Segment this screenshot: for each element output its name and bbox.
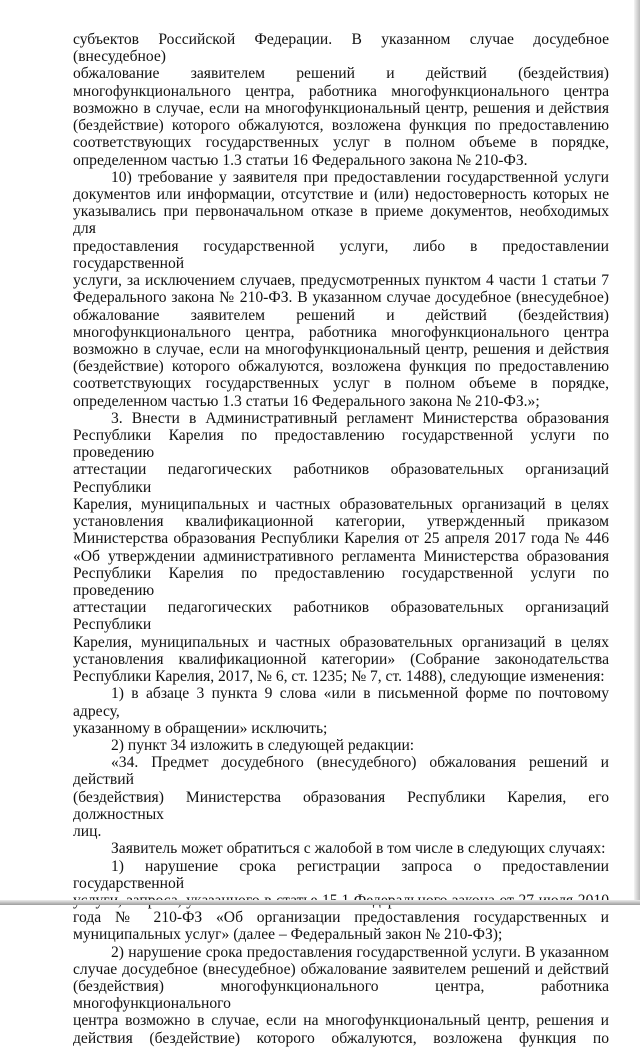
text-line: «34. Предмет досудебного (внесудебного) обжалования решений и действий [73,754,609,789]
text-line: субъектов Российской Федерации. В указанном случае досудебное (внесудебное) [73,31,609,66]
text-line: Федерального закона № 210-ФЗ. В указанном случае досудебное (внесудебное) [73,289,609,307]
scan-bottom-edge [0,900,640,905]
text-line: возможно в случае, если на многофункциональный центр, решения и действия [73,340,609,358]
text-line: предоставления государственной услуги, либо в предоставлении государственной [73,237,609,272]
paragraph-item-3 [73,410,609,686]
text-line: действия (бездействие) которого обжалуются, возложена функция по [73,1029,609,1047]
text-line: года № 210-ФЗ «Об организации предоставления государственных и [73,909,609,927]
text-line: 2) нарушение срока предоставления государственной услуги. В указанном [111,943,609,961]
text-line: Республики Карелия по предоставлению государственной услуги по проведению [73,427,609,462]
text-line: лиц. [73,823,102,841]
text-line: 1) в абзаце 3 пункта 9 слова «или в письменной форме по почтовому адресу, [73,685,609,720]
text-line: Карелия, муниципальных и частных образовательных организаций в целях [73,633,609,651]
text-line: 3. Внести в Административный регламент Министерства образования [111,409,609,427]
text-line: Министерства образования Республики Карелия от 25 апреля 2017 года № 446 [73,530,609,548]
document-body [73,31,609,1047]
text-line: (бездействия) Министерства образования Республики Карелия, его должностных [73,788,609,823]
paragraph-item-10 [73,169,609,410]
text-line: (бездействие) которого обжалуются, возложена функция по предоставлению [73,117,609,135]
text-line: установления квалификационной категории» (Собрание законодательства [73,650,609,668]
text-line: 2) пункт 34 изложить в следующей редакции: [111,736,415,754]
text-line: соответствующих государственных услуг в полном объеме в порядке, [73,134,609,152]
text-line: Республики Карелия, 2017, № 6, ст. 1235; № 7, ст. 1488), следующие изменения: [73,668,605,686]
text-line: многофункционального центра, работника многофункционального центра [73,82,609,100]
paragraph-subitem-1 [73,685,609,737]
scan-right-edge [634,0,640,905]
text-line: возможно в случае, если на многофункциональный центр, решения и действия [73,99,609,117]
text-line: обжалование заявителем решений и действий (бездействия) [73,306,609,324]
paragraph-case-2 [73,944,609,1047]
text-line: муниципальных услуг» (далее – Федеральный закон № 210-ФЗ); [73,926,503,944]
paragraph-continuation [73,31,609,169]
text-line: указанному в обращении» исключить; [73,719,328,737]
text-line: аттестации педагогических работников образовательных организаций Республики [73,461,609,496]
paragraph-subitem-2 [73,737,609,754]
text-line: услуги, за исключением случаев, предусмотренных пунктом 4 части 1 статьи 7 [73,272,609,290]
text-line: Заявитель может обратиться с жалобой в том числе в следующих случаях: [111,840,606,858]
text-line: соответствующих государственных услуг в полном объеме в порядке, [73,375,609,393]
text-line: документов или информации, отсутствие и (или) недостоверность которых не [73,185,609,203]
text-line: определенном частью 1.3 статьи 16 Федерального закона № 210-ФЗ.»; [73,392,540,410]
text-line: 10) требование у заявителя при предоставлении государственной услуги [111,168,609,186]
text-line: Карелия, муниципальных и частных образовательных организаций в целях [73,495,609,513]
text-line: определенном частью 1.3 статьи 16 Федерального закона № 210-ФЗ. [73,151,528,169]
text-line: аттестации педагогических работников образовательных организаций Республики [73,599,609,634]
paragraph-appeal-cases [73,840,609,857]
text-line: 1) нарушение срока регистрации запроса о предоставлении государственной [73,857,609,892]
text-line: случае досудебное (внесудебное) обжалование заявителем решений и действий [73,960,609,978]
text-line: «Об утверждении административного регламента Министерства образования [73,547,609,565]
text-line: указывались при первоначальном отказе в приеме документов, необходимых для [73,203,609,238]
text-line: (бездействие) которого обжалуются, возложена функция по предоставлению [73,358,609,376]
text-line: обжалование заявителем решений и действий (бездействия) [73,65,609,83]
text-line: центра возможно в случае, если на многофункциональный центр, решения и [73,1012,609,1030]
text-line: многофункционального центра, работника многофункционального центра [73,323,609,341]
paragraph-point-34 [73,754,609,840]
text-line: Республики Карелия по предоставлению государственной услуги по проведению [73,564,609,599]
text-line: (бездействия) многофункционального центра, работника многофункционального [73,978,609,1013]
text-line: установления квалификационной категории, утвержденный приказом [73,513,609,531]
